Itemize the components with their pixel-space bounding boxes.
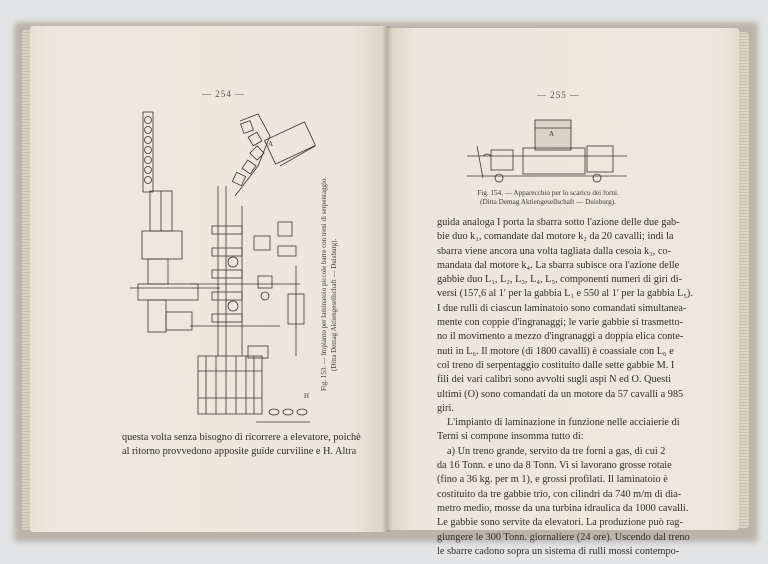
figure-label-h: H (304, 392, 310, 400)
text-line: guida analoga I porta la sbarra sotto l'azione delle due gab- (437, 217, 680, 228)
right-caption-line-1: Fig. 154. — Apparecchio per lo scarico dei forni. (477, 189, 619, 197)
text-line: I due rulli di ciascun laminatoio sono comandati simultanea- (437, 302, 687, 314)
text-line: (fino a 36 kg. per m 1), e grossi profilati. Il laminatoio è (437, 474, 668, 486)
text-line: fili dei vari calibri sono avvolti sugli aspi N ed O. Questi (437, 374, 671, 386)
book-spine (382, 26, 392, 532)
text-line: L'impianto di laminazione in funzione nelle acciaierie di (447, 417, 680, 429)
figure-label-a: A (268, 140, 274, 148)
text-line: giri. (437, 402, 454, 414)
right-caption-line-2: (Ditta Demag Aktiengesellschaft — Duisburg). (480, 198, 616, 206)
text-line: nuti in L₆. Il motore (di 1800 cavalli) è coassiale con L₆ e (437, 345, 674, 357)
text-line: Terni si compone insomma tutto di: (437, 431, 584, 443)
left-caption-line-2: (Ditta Demag Aktiengesellschaft — Duisburg). (329, 238, 338, 371)
text-line: metro medio, mosse da una turbina idraulica da 1000 cavalli. (437, 502, 689, 514)
text-line: gabbie duo L₁, L₂, L₃, L₄, L₅, componenti numeri di giri di- (437, 274, 683, 286)
right-figure-caption (443, 189, 653, 207)
text-line: questa volta senza bisogno di ricorrere a elevatore, poichè (122, 432, 361, 443)
text-line: le sbarre cadono sopra un sistema di rulli mossi contempo- (437, 545, 680, 557)
text-line: da 16 Tonn. e uno da 8 Tonn. Vi si lavorano grosse rotaie (437, 460, 672, 472)
left-figure-caption (320, 177, 339, 391)
text-line: ultimi (O) sono comandati da un motore da 57 cavalli a 985 (437, 388, 684, 400)
text-line: Le gabbie sono servite da elevatori. La produzione può rag- (437, 517, 683, 529)
text-line: mente con coppie d'ingranaggi; le varie gabbie si trasmetto- (437, 317, 684, 329)
text-line: al ritorno provvedono apposite guide curviline e H. Altra (122, 446, 357, 458)
left-caption-line-1: Fig. 153. — Impianto per laminatoio piccole barre con treni di serpentaggio. (320, 176, 328, 391)
text-line: versi (157,6 al 1' per la gabbia L₁ e 550 al 1' per la gabbia L₅). (437, 288, 693, 300)
left-page (30, 26, 387, 532)
text-line: bie duo k₁, comandate dal motore k₂ da 20 cavalli; indi la (437, 231, 674, 243)
text-line: mandata dal motore k₄. La sbarra subisce ora l'azione delle (437, 259, 680, 271)
text-line: a) Un treno grande, servito da tre forni a gas, di cui 2 (447, 445, 666, 457)
figure-label-a: A (549, 130, 555, 138)
right-body-text (437, 216, 693, 559)
right-page (387, 28, 739, 557)
text-line: sbarra viene ancora una volta tagliata dalla cesoia k₃, co- (437, 245, 672, 257)
text-line: giungere le 300 Tonn. giornaliere (24 ore). Uscendo dal treno (437, 531, 690, 543)
right-page-number: — 255 — (537, 90, 580, 100)
text-line: col treno di serpentaggio costituito dalle sette gabbie M. I (437, 359, 675, 371)
left-page-number: — 254 — (202, 89, 245, 99)
text-line: no il movimento a mezzo d'ingranaggi a doppia elica conte- (437, 331, 684, 343)
left-body-text (122, 431, 361, 460)
text-line: costituito da tre gabbie trio, con cilindri da 740 m/m di dia- (437, 488, 682, 500)
